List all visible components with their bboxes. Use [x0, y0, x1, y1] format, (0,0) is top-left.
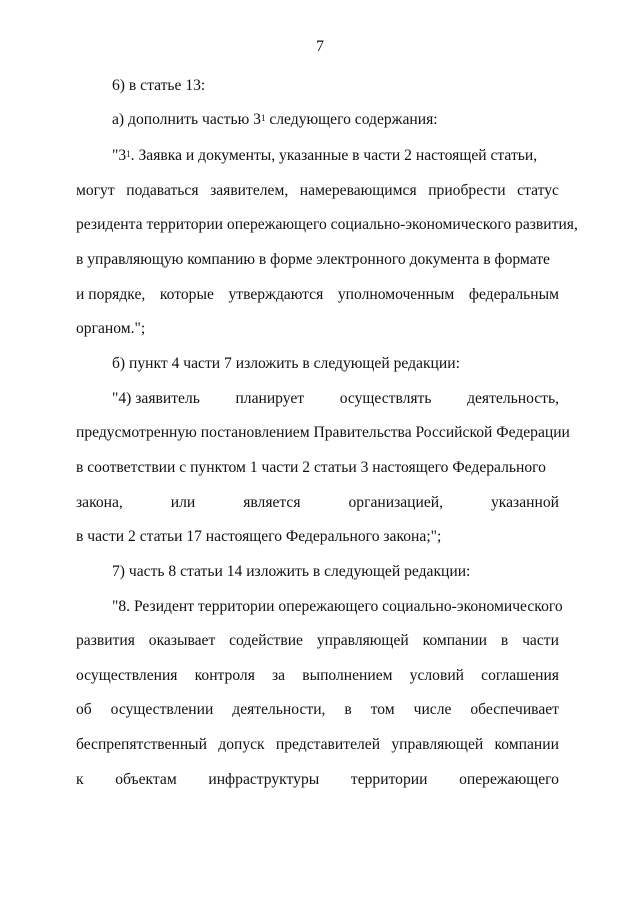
item-7-heading: 7) часть 8 статьи 14 изложить в следующей редакции: — [112, 563, 471, 580]
quote-3-1-line — [112, 146, 559, 166]
item-a-text-start: а) дополнить частью 3 — [112, 111, 261, 128]
item-a-heading — [112, 110, 559, 130]
word: является — [243, 494, 301, 511]
paragraph-line-12: в соответствии с пунктом 1 части 2 статьи 3 настоящего Федерального — [76, 459, 546, 476]
word: утверждаются — [228, 286, 324, 303]
word: компании — [494, 736, 559, 753]
word: об — [76, 701, 92, 718]
word: выполнением — [302, 667, 393, 684]
paragraph-line-19 — [76, 700, 559, 720]
word: условий — [409, 667, 465, 684]
quote-3-1-start: "3 — [112, 147, 127, 164]
word: и порядке, — [76, 286, 146, 303]
word: статус — [517, 182, 559, 199]
word: инфраструктуры — [208, 771, 320, 788]
paragraph-line-6: в управляющую компанию в форме электронного документа в формате — [76, 251, 550, 268]
word: числе — [413, 701, 452, 718]
word: территории — [350, 771, 428, 788]
paragraph-line-14: в части 2 статьи 17 настоящего Федерального закона;"; — [76, 528, 442, 545]
word: которые — [159, 286, 214, 303]
word: намеревающимся — [299, 182, 417, 199]
word: осуществлять — [339, 390, 432, 407]
word: к — [76, 771, 84, 788]
word: объектам — [115, 771, 177, 788]
word: соглашения — [481, 667, 559, 684]
quote-3-1-end: . Заявка и документы, указанные в части 2 настоящей статьи, — [130, 147, 538, 164]
item-b-heading: б) пункт 4 части 7 изложить в следующей редакции: — [112, 355, 460, 372]
word: деятельность, — [467, 390, 559, 407]
word: за — [272, 667, 286, 684]
word: управляющей — [316, 632, 409, 649]
word: могут — [76, 182, 115, 199]
word: осуществлении — [110, 701, 214, 718]
word: развития — [76, 632, 135, 649]
superscript-1: 1 — [260, 113, 266, 123]
paragraph-line-21 — [76, 770, 559, 790]
word: осуществления — [76, 667, 178, 684]
item-6-heading: 6) в статье 13: — [112, 77, 206, 94]
word: закона, — [76, 494, 123, 511]
paragraph-line-20 — [76, 735, 559, 755]
paragraph-line-7 — [76, 285, 559, 305]
word: заявителем, — [210, 182, 289, 199]
word: организацией, — [348, 494, 444, 511]
word: допуск — [218, 736, 265, 753]
paragraph-line-13 — [76, 493, 559, 513]
word: подаваться — [126, 182, 199, 199]
item-a-text-end: следующего содержания: — [265, 111, 438, 128]
quote-8-line: "8. Резидент территории опережающего социально-экономического — [112, 598, 563, 615]
word: содействие — [229, 632, 303, 649]
word: приобрести — [428, 182, 506, 199]
word: федеральным — [468, 286, 559, 303]
word: контроля — [194, 667, 255, 684]
word: или — [170, 494, 196, 511]
superscript-1: 1 — [126, 149, 131, 159]
word: уполномоченным — [337, 286, 455, 303]
word: в — [344, 701, 352, 718]
word: том — [370, 701, 395, 718]
paragraph-line-5: резидента территории опережающего социально-экономического развития, — [76, 216, 578, 233]
word: опережающего — [459, 771, 559, 788]
page-number: 7 — [316, 38, 324, 55]
word: компании — [422, 632, 488, 649]
word: представителей — [275, 736, 381, 753]
paragraph-line-8: органом."; — [76, 320, 146, 337]
word: беспрепятственный — [76, 736, 207, 753]
paragraph-line-11: предусмотренную постановлением Правительства Российской Федерации — [76, 424, 570, 441]
paragraph-line-17 — [76, 631, 559, 651]
word: обеспечивает — [470, 701, 559, 718]
word: указанной — [490, 494, 559, 511]
paragraph-line-18 — [76, 666, 559, 686]
word: оказывает — [148, 632, 216, 649]
word: деятельности, — [232, 701, 326, 718]
quote-4-line — [112, 389, 559, 409]
word: планирует — [235, 390, 305, 407]
word: управляющей — [391, 736, 484, 753]
word: части — [522, 632, 559, 649]
word: в — [500, 632, 509, 649]
word: "4) заявитель — [112, 390, 200, 407]
paragraph-line-4 — [76, 181, 559, 201]
